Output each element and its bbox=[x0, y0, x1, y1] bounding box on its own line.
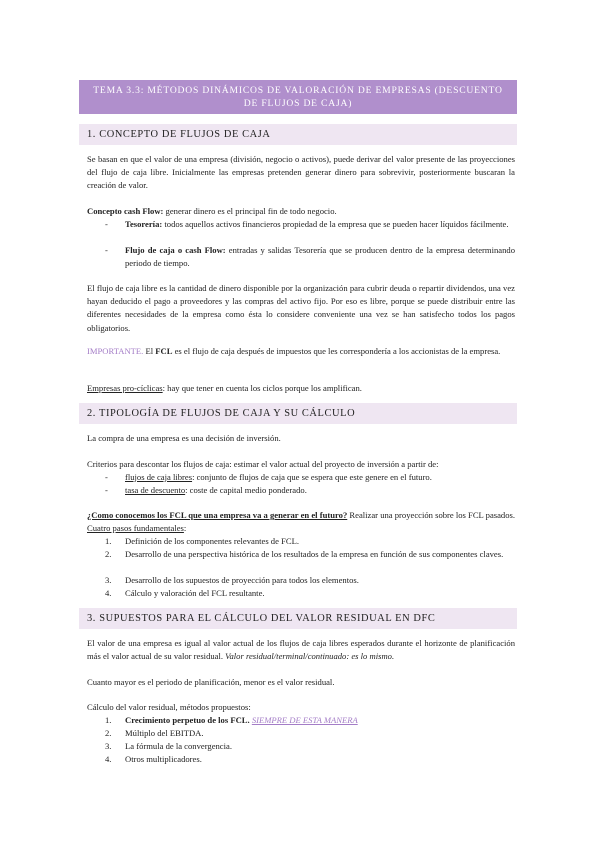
list-marker: 3. bbox=[105, 575, 112, 585]
list-marker: 1. bbox=[105, 536, 112, 546]
important-label: IMPORTANTE. bbox=[87, 346, 144, 356]
question-bold: ¿Como conocemos los FCL que una empresa va a generar en el futuro? bbox=[87, 510, 348, 520]
list-marker: - bbox=[105, 485, 108, 495]
section-heading-3: 3. SUPUESTOS PARA EL CÁLCULO DEL VALOR RESIDUAL EN DFC bbox=[79, 608, 517, 629]
s3-paragraph-1-text: El valor de una empresa es igual al valor actual de los flujos de caja libres esperados durante el horizonte de planificación más el valor actual de su valor residual. bbox=[87, 638, 515, 662]
list-item bbox=[87, 727, 515, 740]
s2-paragraph-2: Criterios para descontar los flujos de caja: estimar el valor actual del proyecto de inversión a partir de: bbox=[87, 459, 439, 469]
title-line-2: DE FLUJOS DE CAJA) bbox=[243, 98, 353, 109]
s1-paragraph-2: El flujo de caja libre es la cantidad de dinero disponible por la organización para cubrir deuda o repartir dividendos, una vez hayan deducido el pago a proveedores y las compras del activo fijo. Por eso es libre, porque se puede distribuir entre las diferentes necesidades de la empresa como ésta lo considere conveniente una vez se han satisfecho todos los pagos obligatorios. bbox=[87, 283, 515, 333]
question-end: : bbox=[183, 523, 187, 534]
important-pre: El bbox=[143, 346, 156, 356]
list-item bbox=[87, 244, 515, 270]
fcl-question bbox=[87, 509, 515, 535]
list-item bbox=[87, 535, 515, 548]
title-banner bbox=[79, 80, 517, 114]
s2-paragraph-1: La compra de una empresa es una decisión de inversión. bbox=[87, 433, 281, 443]
list-item bbox=[87, 587, 515, 600]
list-item bbox=[87, 484, 515, 497]
cash-flow-label: Concepto cash Flow: bbox=[87, 206, 164, 216]
procyclical-text: : hay que tener en cuenta los ciclos porque los amplifican. bbox=[162, 383, 362, 393]
list-marker: 4. bbox=[105, 754, 112, 764]
s3-paragraph-3: Cálculo del valor residual, métodos propuestos: bbox=[87, 702, 251, 712]
list-term: Tesorería: bbox=[125, 219, 163, 229]
list-marker: 4. bbox=[105, 588, 112, 598]
list-text: entradas y salidas Tesorería que se producen dentro de la empresa determinando periodo de tiempo. bbox=[125, 245, 515, 269]
list-text: Otros multiplicadores. bbox=[125, 754, 202, 764]
list-item bbox=[87, 714, 515, 727]
list-term: Flujo de caja o cash Flow: bbox=[125, 245, 226, 255]
list-item bbox=[87, 471, 515, 484]
s3-paragraph-2: Cuanto mayor es el periodo de planificación, menor es el valor residual. bbox=[87, 677, 335, 687]
list-term: tasa de descuento bbox=[125, 485, 186, 495]
list-marker: 1. bbox=[105, 715, 112, 725]
list-text: Desarrollo de una perspectiva histórica de los resultados de la empresa en función de sus componentes claves. bbox=[125, 549, 504, 559]
list-text: Definición de los componentes relevantes de FCL. bbox=[125, 536, 299, 546]
section-heading-1: 1. CONCEPTO DE FLUJOS DE CAJA bbox=[79, 124, 517, 145]
list-item bbox=[87, 753, 515, 766]
important-note bbox=[87, 345, 515, 358]
list-marker: 2. bbox=[105, 549, 112, 559]
list-text: todos aquellos activos financieros propiedad de la empresa que se pueden hacer líquidos fácilmente. bbox=[162, 219, 509, 229]
title-line-1: TEMA 3.3: MÉTODOS DINÁMICOS DE VALORACIÓN DE EMPRESAS (DESCUENTO bbox=[93, 85, 503, 96]
always-this-way-link[interactable]: SIEMPRE DE ESTA MANERA bbox=[251, 715, 358, 725]
list-item bbox=[87, 548, 515, 561]
section-heading-2: 2. TIPOLOGÍA DE FLUJOS DE CAJA Y SU CÁLCULO bbox=[79, 403, 517, 424]
list-item bbox=[87, 574, 515, 587]
list-text: Múltiplo del EBITDA. bbox=[125, 728, 204, 738]
procyclical-label: Empresas pro-cíclicas bbox=[87, 383, 163, 393]
s3-paragraph-1 bbox=[87, 637, 515, 663]
list-text: Cálculo y valoración del FCL resultante. bbox=[125, 588, 265, 598]
list-text: La fórmula de la convergencia. bbox=[125, 741, 232, 751]
list-text: : coste de capital medio ponderado. bbox=[185, 485, 307, 495]
fcl-term: FCL bbox=[155, 346, 173, 356]
list-marker: - bbox=[105, 245, 108, 255]
list-marker: - bbox=[105, 219, 108, 229]
four-steps-label: Cuatro pasos fundamentales bbox=[87, 523, 184, 534]
list-text: Desarrollo de los supuestos de proyección para todos los elementos. bbox=[125, 575, 359, 585]
list-marker: - bbox=[105, 472, 108, 482]
list-marker: 3. bbox=[105, 741, 112, 751]
list-marker: 2. bbox=[105, 728, 112, 738]
question-text: Realizar una proyección sobre los FCL pasados. bbox=[347, 510, 515, 520]
s1-paragraph-1: Se basan en que el valor de una empresa (división, negocio o activos), puede derivar del valor presente de las proyecciones del flujo de caja libre. Inicialmente las empresas pretenden generar dinero para sobrevivir, posteriormente buscaran la creación de valor. bbox=[87, 154, 515, 191]
list-text: Crecimiento perpetuo de los FCL. bbox=[125, 715, 250, 725]
list-text: : conjunto de flujos de caja que se espera que este genere en el futuro. bbox=[192, 472, 432, 482]
list-item bbox=[87, 218, 515, 231]
residual-value-note: Valor residual/terminal/continuado: es lo mismo. bbox=[225, 651, 395, 662]
list-item bbox=[87, 740, 515, 753]
list-term: flujos de caja libres bbox=[125, 472, 193, 482]
important-text: es el flujo de caja después de impuestos que les correspondería a los accionistas de la empresa. bbox=[172, 346, 501, 356]
procyclical-note bbox=[87, 382, 515, 395]
cash-flow-text: generar dinero es el principal fin de todo negocio. bbox=[163, 206, 337, 216]
cash-flow-concept bbox=[87, 205, 515, 218]
